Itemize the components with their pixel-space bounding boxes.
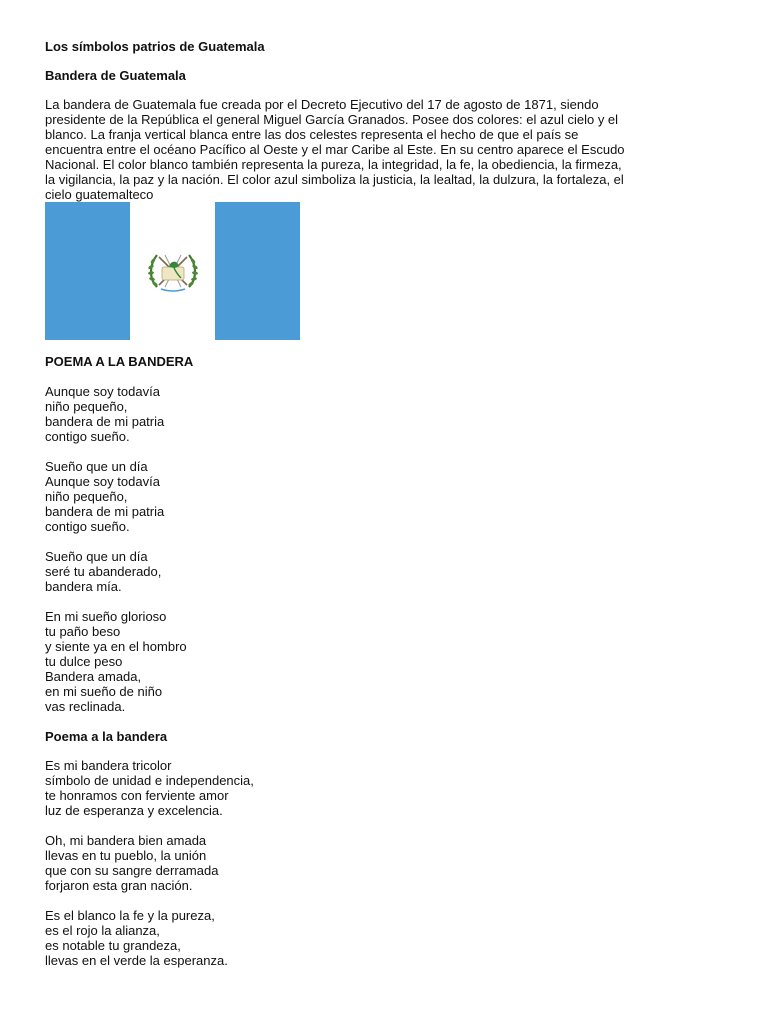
flag-right-blue-stripe [215, 202, 300, 340]
poem1-stanza [45, 459, 725, 534]
paragraph-line: presidente de la República el general Miguel García Granados. Posee dos colores: el azul cielo y el [45, 112, 619, 127]
poem-line: bandera de mi patria [45, 504, 165, 519]
poem-line: En mi sueño glorioso [45, 609, 167, 624]
poem-line: y siente ya en el hombro [45, 639, 187, 654]
paragraph-line: encuentra entre el océano Pacífico al Oeste y el mar Caribe al Este. En su centro aparece el Escudo [45, 142, 625, 157]
poem-line: símbolo de unidad e independencia, [45, 773, 254, 788]
section-heading-bandera: Bandera de Guatemala [45, 68, 186, 83]
flag-left-blue-stripe [45, 202, 130, 340]
poem-line: es notable tu grandeza, [45, 938, 181, 953]
poem-line: te honramos con ferviente amor [45, 788, 229, 803]
document-content [45, 39, 725, 983]
poem-line: contigo sueño. [45, 519, 130, 534]
poem-line: forjaron esta gran nación. [45, 878, 193, 893]
paragraph-line: cielo guatemalteco [45, 187, 154, 202]
poem2-body [45, 758, 725, 968]
poem-line: llevas en tu pueblo, la unión [45, 848, 207, 863]
poem2-heading: Poema a la bandera [45, 729, 168, 744]
poem-line: vas reclinada. [45, 699, 126, 714]
poem1-stanza [45, 609, 725, 714]
paragraph-line: blanco. La franja vertical blanca entre las dos celestes representa el hecho de que el país se [45, 127, 579, 142]
poem-line: niño pequeño, [45, 489, 128, 504]
poem2-stanza [45, 758, 725, 818]
poem1-stanza [45, 384, 725, 444]
coat-of-arms-icon [143, 245, 203, 298]
paragraph-line: la vigilancia, la paz y la nación. El color azul simboliza la justicia, la lealtad, la dulzura, la fortaleza, el [45, 172, 624, 187]
poem-line: seré tu abanderado, [45, 564, 162, 579]
poem-line: Bandera amada, [45, 669, 142, 684]
flag-description-paragraph [45, 97, 725, 202]
poem-line: bandera de mi patria [45, 414, 165, 429]
poem-line: contigo sueño. [45, 429, 130, 444]
poem-line: en mi sueño de niño [45, 684, 163, 699]
poem-line: Aunque soy todavía [45, 384, 160, 399]
poem-line: llevas en el verde la esperanza. [45, 953, 228, 968]
poem-line: niño pequeño, [45, 399, 128, 414]
poem-line: tu paño beso [45, 624, 121, 639]
poem-line: tu dulce peso [45, 654, 123, 669]
poem-line: Oh, mi bandera bien amada [45, 833, 207, 848]
flag-white-stripe [130, 202, 215, 340]
poem-line: Es el blanco la fe y la pureza, [45, 908, 215, 923]
paragraph-line: Nacional. El color blanco también representa la pureza, la integridad, la fe, la obediencia, la firmeza, [45, 157, 622, 172]
poem2-stanza [45, 833, 725, 893]
document-title: Los símbolos patrios de Guatemala [45, 39, 265, 54]
paragraph-line: La bandera de Guatemala fue creada por el Decreto Ejecutivo del 17 de agosto de 1871, siendo [45, 97, 599, 112]
poem1-body [45, 384, 725, 714]
poem-line: luz de esperanza y excelencia. [45, 803, 223, 818]
poem-line: es el rojo la alianza, [45, 923, 160, 938]
poem-line: Sueño que un día [45, 459, 148, 474]
guatemala-flag-image [45, 202, 300, 340]
poem1-stanza [45, 549, 725, 594]
poem-line: Es mi bandera tricolor [45, 758, 172, 773]
poem-line: bandera mía. [45, 579, 122, 594]
poem-line: Sueño que un día [45, 549, 148, 564]
poem-line: que con su sangre derramada [45, 863, 219, 878]
poem1-heading: POEMA A LA BANDERA [45, 354, 194, 369]
poem-line: Aunque soy todavía [45, 474, 160, 489]
poem2-stanza [45, 908, 725, 968]
